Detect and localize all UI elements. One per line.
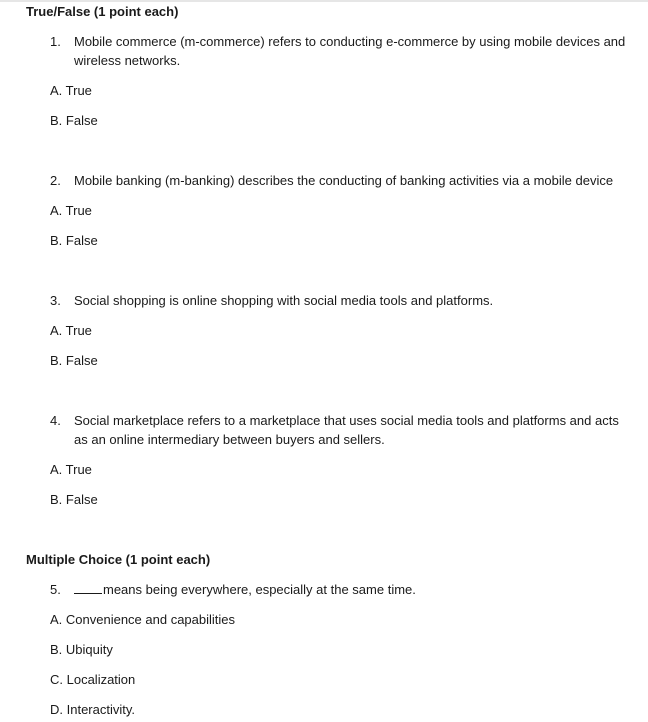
question-text: Social marketplace refers to a marketplace that uses social media tools and platforms and acts <box>74 413 619 428</box>
question-text: Social shopping is online shopping with social media tools and platforms. <box>74 293 494 308</box>
section-heading-true-false: True/False (1 point each) <box>26 4 179 19</box>
answer-option-a: A. True <box>50 203 92 218</box>
question-number: 5. <box>50 582 61 597</box>
question-number: 4. <box>50 413 61 428</box>
answer-option-b: B. False <box>50 353 98 368</box>
answer-option-a: A. Convenience and capabilities <box>50 612 236 627</box>
answer-option-b: B. False <box>50 492 98 507</box>
question-number: 2. <box>50 173 61 188</box>
fill-in-blank <box>74 580 102 594</box>
question-text-continued: as an online intermediary between buyers and sellers. <box>74 432 385 447</box>
answer-option-d: D. Interactivity. <box>50 702 136 717</box>
question-text-body: means being everywhere, especially at the same time. <box>103 582 416 597</box>
answer-option-a: A. True <box>50 83 92 98</box>
answer-option-a: A. True <box>50 462 92 477</box>
question-number: 3. <box>50 293 61 308</box>
question-text-continued: wireless networks. <box>74 53 181 68</box>
question-text <box>74 580 416 599</box>
answer-option-b: B. Ubiquity <box>50 642 113 657</box>
answer-option-b: B. False <box>50 233 98 248</box>
answer-option-c: C. Localization <box>50 672 136 687</box>
question-text: Mobile banking (m-banking) describes the conducting of banking activities via a mobile device <box>74 173 614 188</box>
answer-option-b: B. False <box>50 113 98 128</box>
question-text: Mobile commerce (m-commerce) refers to conducting e-commerce by using mobile devices and <box>74 34 626 49</box>
question-number: 1. <box>50 34 61 49</box>
answer-option-a: A. True <box>50 323 92 338</box>
section-heading-multiple-choice: Multiple Choice (1 point each) <box>26 552 211 567</box>
